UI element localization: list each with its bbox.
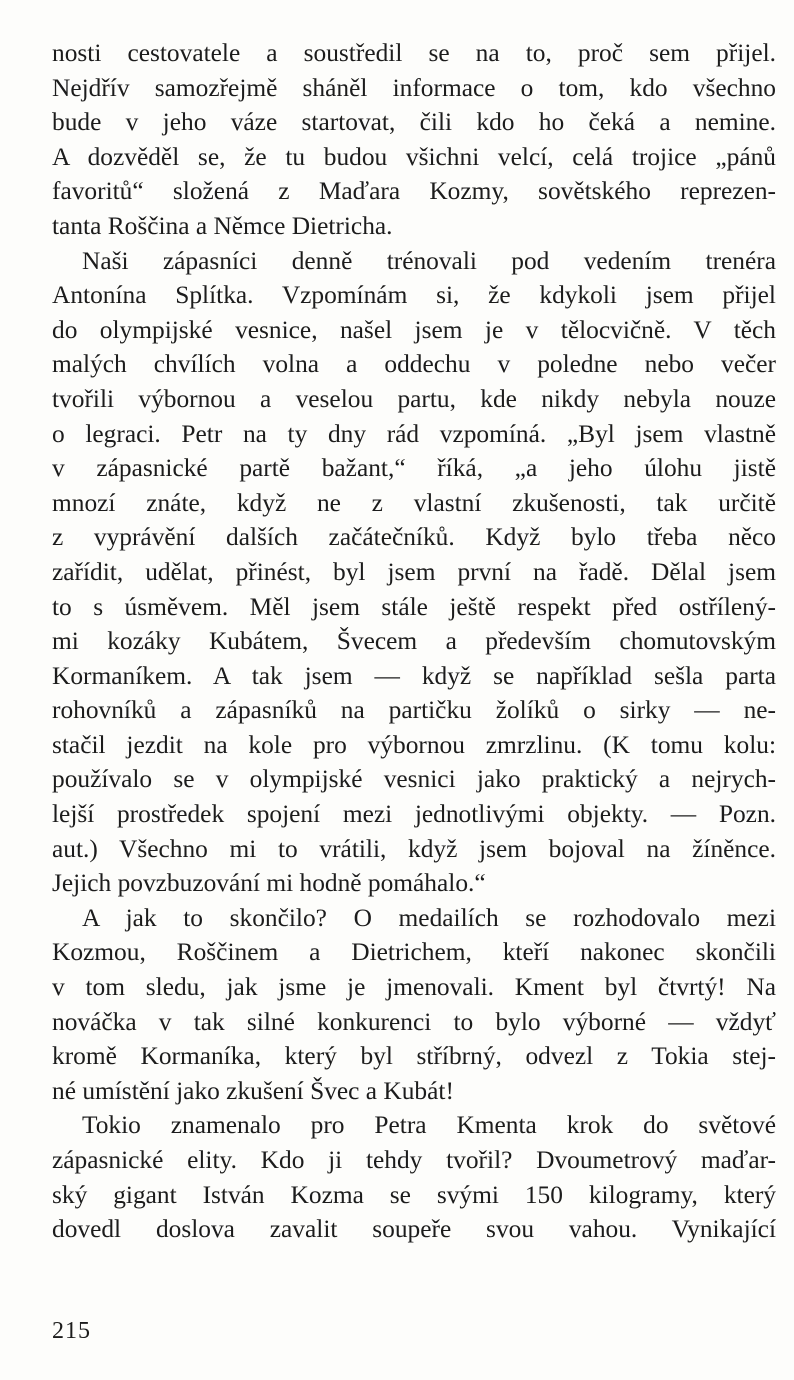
- text-line: stačil jezdit na kole pro výbornou zmrzlinu. (K tomu kolu:: [52, 730, 776, 759]
- text-line: dovedl doslova zavalit soupeře svou vahou. Vynikající: [52, 1215, 776, 1244]
- text-line: Kormaníkem. A tak jsem — když se například sešla parta: [52, 661, 776, 690]
- text-line: A dozvěděl se, že tu budou všichni velcí, celá trojice „pánů: [52, 142, 776, 171]
- text-line: kromě Kormaníka, který byl stříbrný, odvezl z Tokia stej-: [52, 1042, 776, 1071]
- text-line: ský gigant István Kozma se svými 150 kilogramy, který: [52, 1180, 776, 1209]
- text-line: nosti cestovatele a soustředil se na to, proč sem přijel.: [52, 39, 776, 67]
- text-line: rohovníků a zápasníků na partičku žolíků o sirky — ne-: [52, 696, 776, 725]
- text-line: v tom sledu, jak jsme je jmenovali. Kment byl čtvrtý! Na: [52, 973, 776, 1002]
- body-text: [52, 36, 776, 1247]
- text-line: Antonína Splítka. Vzpomínám si, že kdykoli jsem přijel: [52, 281, 776, 310]
- text-line: do olympijské vesnice, našel jsem je v tělocvičně. V těch: [52, 315, 776, 344]
- text-line: Nejdřív samozřejmě sháněl informace o tom, kdo všechno: [52, 73, 776, 102]
- text-line: používalo se v olympijské vesnici jako praktický a nejrych-: [52, 765, 776, 794]
- text-line: to s úsměvem. Měl jsem stále ještě respekt před ostřílený-: [52, 592, 776, 621]
- text-line: Naši zápasníci denně trénovali pod vedením trenéra: [82, 246, 776, 275]
- text-line: nováčka v tak silné konkurenci to bylo výborné — vždyť: [52, 1007, 776, 1036]
- text-line: zařídit, udělat, přinést, byl jsem první na řadě. Dělal jsem: [52, 557, 776, 586]
- text-line: Tokio znamenalo pro Petra Kmenta krok do světové: [82, 1111, 776, 1140]
- page-number: 215: [52, 1318, 91, 1344]
- text-line: z vyprávění dalších začátečníků. Když bylo třeba něco: [52, 523, 776, 552]
- text-line: v zápasnické partě bažant,“ říká, „a jeho úlohu jistě: [52, 454, 776, 483]
- text-line: favoritů“ složená z Maďara Kozmy, sovětského reprezen-: [52, 177, 776, 206]
- text-line: lejší prostředek spojení mezi jednotlivými objekty. — Pozn.: [52, 800, 776, 829]
- text-line: né umístění jako zkušení Švec a Kubát!: [52, 1076, 454, 1105]
- text-line: Kozmou, Roščinem a Dietrichem, kteří nakonec skončili: [52, 938, 776, 967]
- text-line: bude v jeho váze startovat, čili kdo ho čeká a nemine.: [52, 108, 776, 137]
- text-line: Jejich povzbuzování mi hodně pomáhalo.“: [52, 869, 486, 898]
- text-line: malých chvílích volna a oddechu v poledne nebo večer: [52, 350, 776, 379]
- text-line: mi kozáky Kubátem, Švecem a především chomutovským: [52, 627, 776, 656]
- text-line: tvořili výbornou a veselou partu, kde nikdy nebyla nouze: [52, 384, 776, 413]
- text-line: o legraci. Petr na ty dny rád vzpomíná. „Byl jsem vlastně: [52, 419, 776, 448]
- text-line: aut.) Všechno mi to vrátili, když jsem bojoval na žíněnce.: [52, 834, 776, 863]
- text-line: A jak to skončilo? O medailích se rozhodovalo mezi: [82, 903, 776, 932]
- text-line: zápasnické elity. Kdo ji tehdy tvořil? Dvoumetrový maďar-: [52, 1146, 776, 1174]
- text-line: tanta Roščina a Němce Dietricha.: [52, 211, 393, 240]
- text-line: mnozí znáte, když ne z vlastní zkušenosti, tak určitě: [52, 488, 776, 517]
